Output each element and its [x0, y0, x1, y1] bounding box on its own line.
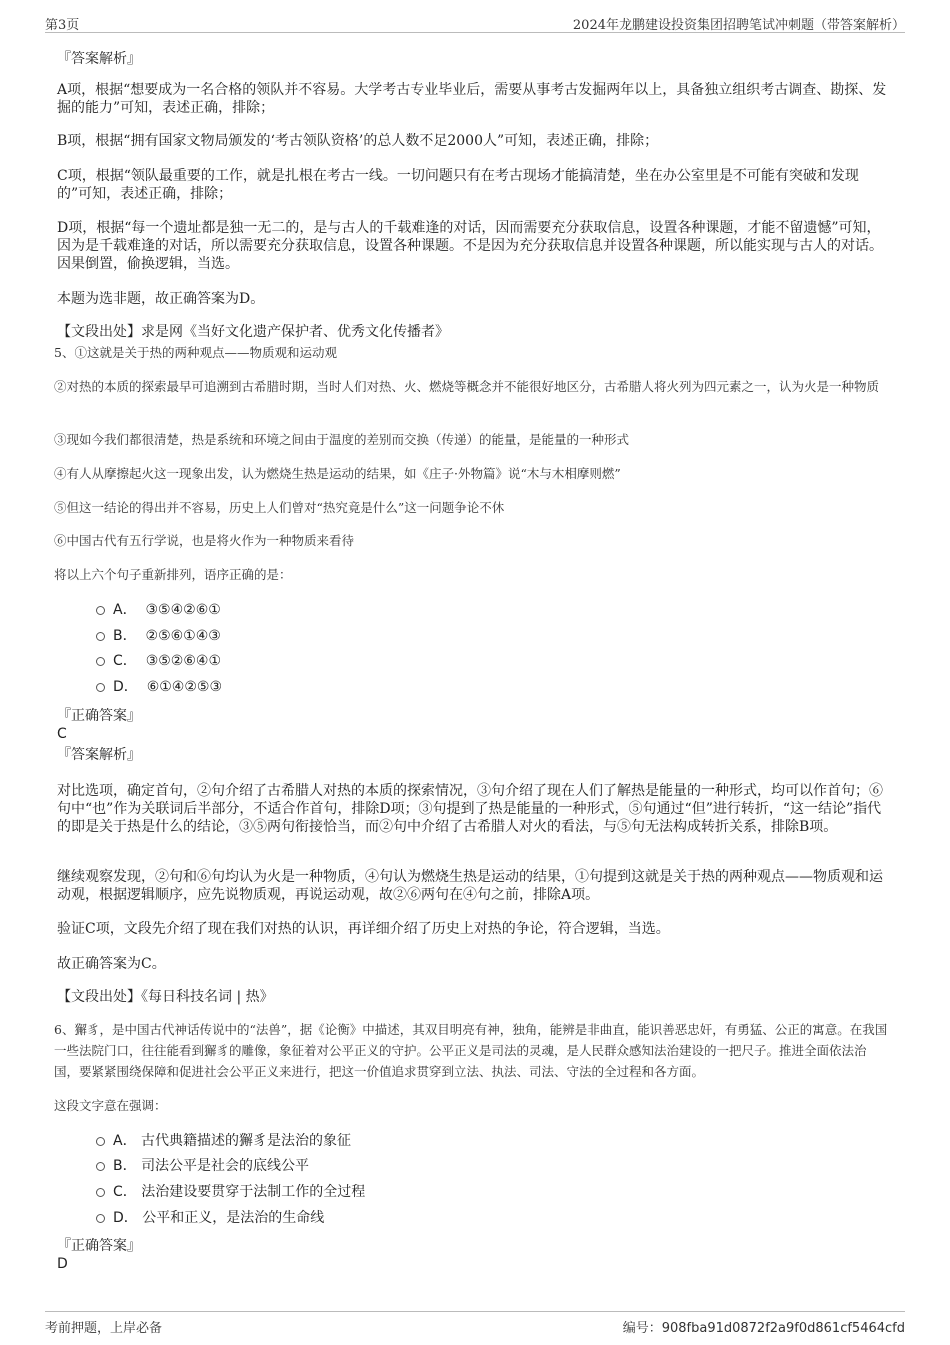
analysis-para-a: A项，根据“想要成为一名合格的领队并不容易。大学考古专业毕业后，需要从事考古发掘两年以上，具备独立组织考古调查、勘探、发掘的能力”可知，表述正确，排除； — [57, 82, 887, 116]
q5-sentence-2: ②对热的本质的探索最早可追溯到古希腊时期，当时人们对热、火、燃烧等概念并不能很好地区分，古希腊人将火列为四元素之一，认为火是一种物质 — [54, 379, 880, 394]
q5-sentence-6: ⑥中国古代有五行学说，也是将火作为一种物质来看待 — [54, 533, 355, 548]
q5-sentence-1: 5、①这就是关于热的两种观点——物质观和运动观 — [54, 345, 337, 360]
q6-option-a[interactable] — [96, 1132, 351, 1150]
analysis-para-b: B项，根据“拥有国家文物局颁发的‘考古领队资格’的总人数不足2000人”可知，表述正确，排除； — [57, 133, 659, 149]
q5-sentence-5: ⑤但这一结论的得出并不容易，历史上人们曾对“热究竟是什么”这一问题争论不休 — [54, 500, 505, 515]
option-text: ②⑤⑥①④③ — [145, 628, 221, 644]
q6-prompt: 这段文字意在强调： — [54, 1098, 167, 1113]
option-text: 公平和正义，是法治的生命线 — [142, 1210, 325, 1226]
q5-analysis-para-2: 继续观察发现，②句和⑥句均认为火是一种物质，④句认为燃烧生热是运动的结果，①句提到这就是关于热的两种观点——物质观和运动观，根据逻辑顺序，应先说物质观，再说运动观，故②⑥两句在④句之前，排除A项。 — [57, 869, 883, 903]
option-letter: D． — [113, 1210, 138, 1226]
option-letter: C． — [113, 653, 137, 669]
radio-icon[interactable] — [96, 632, 105, 641]
code-label: 编号： — [622, 1321, 662, 1336]
q5-source: 【文段出处】《每日科技名词 | 热》 — [57, 989, 274, 1005]
q6-option-c[interactable] — [96, 1183, 365, 1201]
q6-stem: 6、獬豸，是中国古代神话传说中的“法兽”，据《论衡》中描述，其双目明亮有神，独角，能辨是非曲直，能识善恶忠奸，有勇猛、公正的寓意。在我国一些法院门口，往往能看到獬豸的雕像，象征着对公平正义的守护。公平正义是司法的灵魂，是人民群众感知法治建设的一把尺子。推进全面依法治国，要紧紧围绕保障和促进社会公平正义来进行，把这一价值追求贯穿到立法、执法、司法、守法的全过程和各方面。 — [54, 1022, 888, 1079]
radio-icon[interactable] — [96, 1188, 105, 1197]
radio-icon[interactable] — [96, 606, 105, 615]
q5-conclusion: 故正确答案为C。 — [57, 956, 166, 972]
radio-icon[interactable] — [96, 683, 105, 692]
q6-option-b[interactable] — [96, 1157, 309, 1175]
option-letter: B． — [113, 628, 137, 644]
option-letter: C． — [113, 1184, 137, 1200]
q6-answer-label: 『正确答案』 — [57, 1238, 141, 1254]
q5-option-a[interactable] — [96, 601, 221, 619]
q5-analysis-para-1: 对比选项，确定首句，②句介绍了古希腊人对热的本质的探索情况，③句介绍了现在人们了解热是能量的一种形式，均可以作首句；⑥句中“也”作为关联词后半部分，不适合作首句，排除D项；③句提到了热是能量的一种形式，⑤句通过“但”进行转折，“这一结论”指代的即是关于热是什么的结论，③⑤两句衔接恰当，而②句中介绍了古希腊人对火的看法，与⑤句无法构成转折关系，排除B项。 — [57, 783, 883, 835]
q5-answer: C — [57, 726, 67, 742]
page-footer — [45, 1311, 905, 1338]
radio-icon[interactable] — [96, 1137, 105, 1146]
page-header — [45, 12, 905, 33]
q5-answer-label: 『正确答案』 — [57, 708, 141, 724]
q5-sentence-4: ④有人从摩擦起火这一现象出发，认为燃烧生热是运动的结果，如《庄子·外物篇》说“木与木相摩则燃” — [54, 466, 621, 481]
q5-analysis-label: 『答案解析』 — [57, 747, 141, 763]
analysis-label-prev: 『答案解析』 — [57, 51, 141, 67]
analysis-para-c: C项，根据“领队最重要的工作，就是扎根在考古一线。一切问题只有在考古现场才能搞清楚，坐在办公室里是不可能有突破和发现的”可知，表述正确，排除； — [57, 168, 859, 202]
q5-analysis-para-3: 验证C项，文段先介绍了现在我们对热的认识，再详细介绍了历史上对热的争论，符合逻辑，当选。 — [57, 921, 670, 937]
prev-conclusion: 本题为选非题，故正确答案为D。 — [57, 291, 265, 307]
option-text: 司法公平是社会的底线公平 — [141, 1158, 310, 1174]
q6-answer: D — [57, 1256, 68, 1272]
document-code — [623, 1317, 905, 1336]
option-letter: A． — [113, 1133, 137, 1149]
q5-sentence-3: ③现如今我们都很清楚，热是系统和环境之间由于温度的差别而交换（传递）的能量，是能量的一种形式 — [54, 432, 630, 447]
option-text: 法治建设要贯穿于法制工作的全过程 — [141, 1184, 366, 1200]
q5-option-c[interactable] — [96, 652, 221, 670]
radio-icon[interactable] — [96, 1162, 105, 1171]
radio-icon[interactable] — [96, 657, 105, 666]
prev-source: 【文段出处】求是网《当好文化遗产保护者、优秀文化传播者》 — [57, 324, 449, 340]
page-number: 第3页 — [45, 18, 80, 33]
document-title: 2024年龙鹏建设投资集团招聘笔试冲刺题（带答案解析） — [572, 18, 905, 33]
footer-slogan: 考前押题，上岸必备 — [45, 1321, 163, 1336]
option-letter: B． — [113, 1158, 137, 1174]
q5-option-d[interactable] — [96, 678, 222, 696]
option-letter: D． — [113, 679, 138, 695]
option-text: ③⑤②⑥④① — [145, 653, 221, 669]
option-letter: A． — [113, 602, 137, 618]
radio-icon[interactable] — [96, 1214, 105, 1223]
q5-option-b[interactable] — [96, 627, 221, 645]
option-text: ⑥①④②⑤③ — [146, 679, 222, 695]
option-text: ③⑤④②⑥① — [145, 602, 221, 618]
option-text: 古代典籍描述的獬豸是法治的象征 — [141, 1133, 352, 1149]
q6-option-d[interactable] — [96, 1209, 324, 1227]
q5-prompt: 将以上六个句子重新排列，语序正确的是： — [54, 567, 292, 582]
code-value: 908fba91d0872f2a9f0d861cf5464cfd — [661, 1321, 905, 1336]
analysis-para-d: D项，根据“每一个遗址都是独一无二的，是与古人的千载难逢的对话，因而需要充分获取信息，设置各种课题，才能不留遗憾”可知，因为是千载难逢的对话，所以需要充分获取信息，设置各种课题。不是因为充分获取信息并设置各种课题，所以能实现与古人的对话。因果倒置，偷换逻辑，当选。 — [57, 220, 883, 272]
